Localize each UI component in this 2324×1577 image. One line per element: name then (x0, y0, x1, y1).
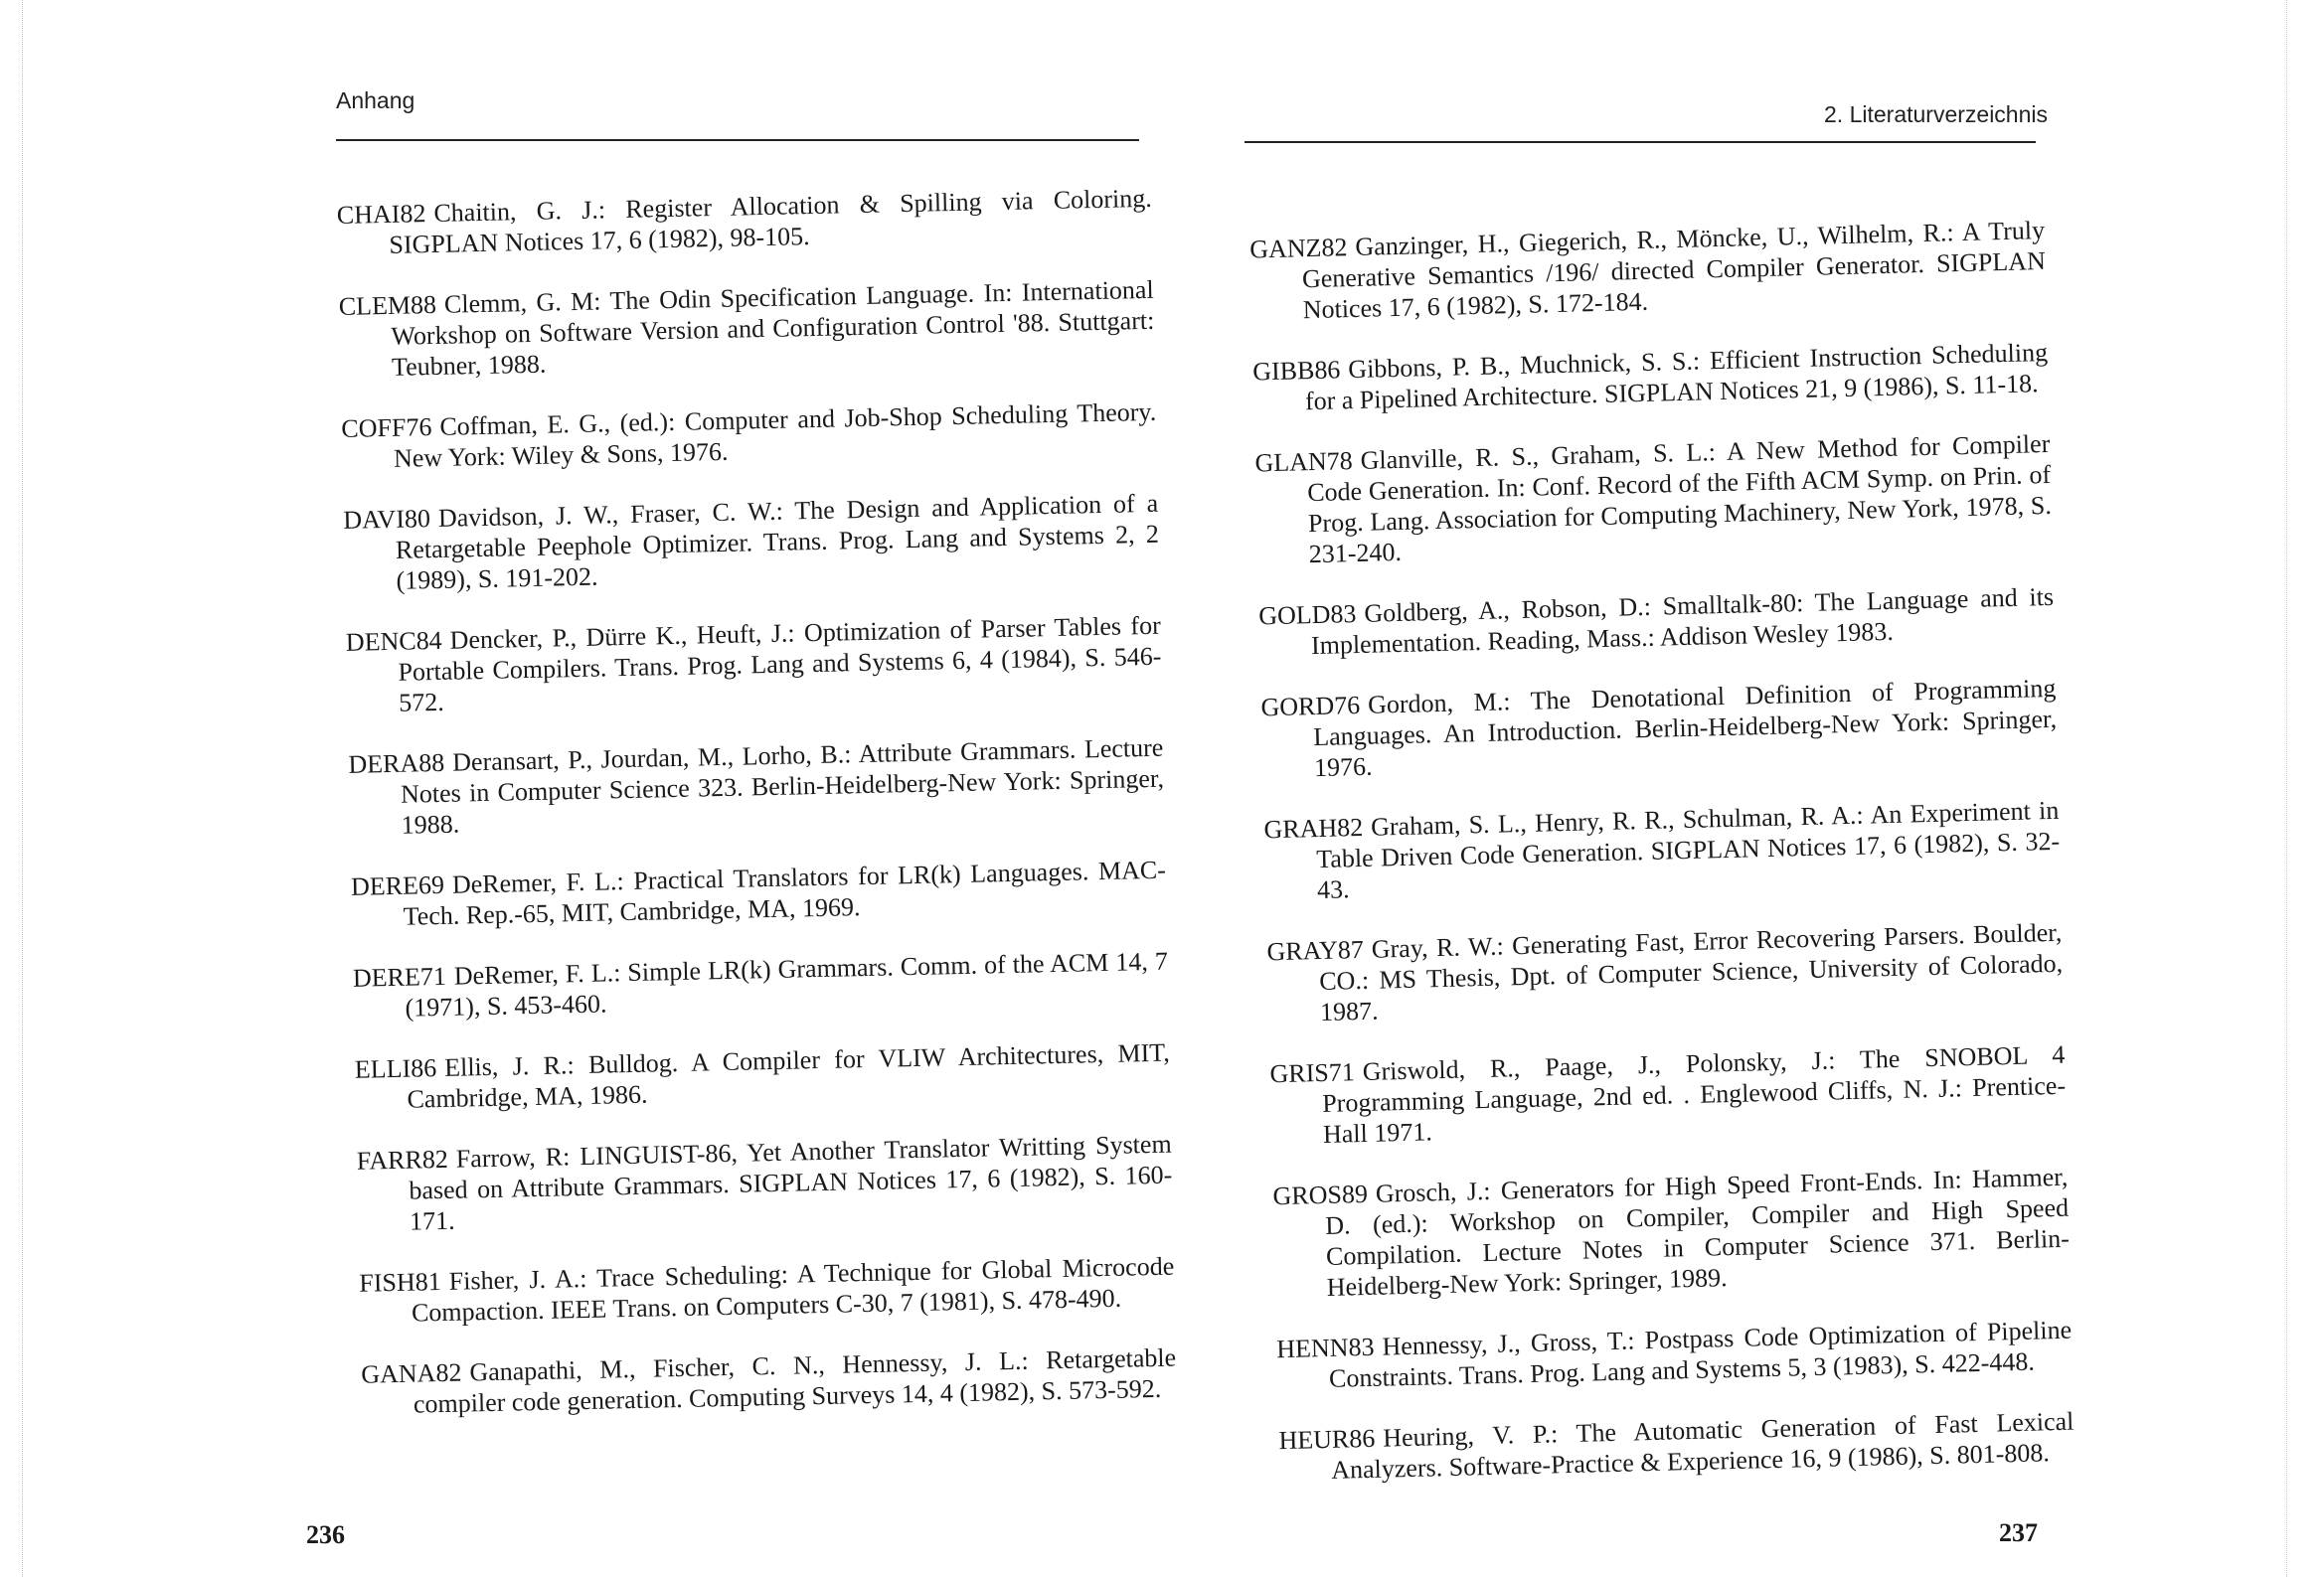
page-header: 2. Literaturverzeichnis (1824, 101, 2048, 127)
citation-text: Graham, S. L., Henry, R. R., Schulman, R. A.: An Experiment in Table Driven Code Generation. SIGPLAN Notices 17, 6 (1982), S. 32-43. (1315, 795, 2061, 905)
citation-key: FISH81 (359, 1267, 442, 1298)
bibliography-entry (1258, 581, 2055, 663)
bibliography-entry (1263, 795, 2061, 907)
citation-key: GANZ82 (1248, 233, 1348, 264)
bibliography-entry (351, 855, 1167, 933)
page-number: 236 (306, 1520, 345, 1549)
citation-key: GIBB86 (1251, 355, 1341, 387)
bibliography-entry (348, 732, 1165, 842)
page-number: 237 (1999, 1518, 2038, 1547)
citation-key: HEUR86 (1278, 1423, 1376, 1456)
citation-key: FARR82 (356, 1144, 449, 1176)
citation-text: Coffman, E. G., (ed.): Computer and Job-Shop Scheduling Theory. New York: Wiley & Sons, 1976. (393, 396, 1157, 473)
bibliography-column (336, 157, 1178, 1451)
bibliography-entry (1269, 1039, 2067, 1152)
bibliography-entry (1254, 428, 2053, 571)
bibliography-entry (1260, 673, 2058, 785)
citation-text: DeRemer, F. L.: Practical Translators for LR(k) Languages. MAC-Tech. Rep.-65, MIT, Cambridge, MA, 1969. (403, 855, 1167, 931)
bibliography-entry (343, 488, 1160, 597)
citation-text: Gibbons, P. B., Muchnick, S. S.: Efficient Instruction Scheduling for a Pipelined Architecture. SIGPLAN Notices 21, 9 (1986), S. 11-18. (1304, 337, 2049, 416)
citation-text: Glanville, R. S., Graham, S. L.: A New Method for Compiler Code Generation. In: Conf. Record of the Fifth ACM Symp. on Prin. of Prog. Lang. Association for Computing Machinery, New York, 1978, S. 231-240. (1306, 428, 2053, 569)
citation-text: Grosch, J.: Generators for High Speed Front-Ends. In: Hammer, D. (ed.): Workshop on Compiler, Compiler and High Speed Compilation. Lecture Notes in Computer Science 371. Berlin-Heidelberg-New York: Springer, 1989. (1324, 1162, 2071, 1302)
citation-key: DERE69 (350, 869, 445, 901)
header-rule (1245, 141, 2036, 143)
citation-text: Ellis, J. R.: Bulldog. A Compiler for VLIW Architectures, MIT, Cambridge, MA, 1986. (407, 1037, 1171, 1114)
page-header: Anhang (336, 87, 415, 113)
left-margin-mark (22, 0, 24, 1577)
citation-key: DERE71 (352, 961, 447, 993)
citation-text: Farrow, R: LINGUIST-86, Yet Another Translator Writting System based on Attribute Grammars. SIGPLAN Notices 17, 6 (1982), S. 160-171. (409, 1129, 1173, 1236)
right-margin-mark (2286, 0, 2288, 1577)
bibliography-entry (346, 610, 1163, 719)
bibliography-entry (1249, 215, 2047, 327)
bibliography-entry (356, 1129, 1173, 1238)
bibliography-entry (355, 1037, 1171, 1116)
citation-key: GRAH82 (1263, 812, 1364, 845)
citation-text: Clemm, G. M: The Odin Specification Language. In: International Workshop on Software Version and Configuration Control '88. Stuttgart: Teubner, 1988. (391, 274, 1155, 382)
citation-key: DERA88 (348, 747, 445, 779)
citation-key: GOLD83 (1257, 599, 1357, 631)
citation-text: Deransart, P., Jourdan, M., Lorho, B.: Attribute Grammars. Lecture Notes in Computer Science 323. Berlin-Heidelberg-New York: Springer, 1988. (400, 732, 1165, 840)
citation-key: CLEM88 (338, 289, 437, 321)
citation-text: Gray, R. W.: Generating Fast, Error Recovering Parsers. Boulder, CO.: MS Thesis, Dpt. of Computer Science, University of Colorado, 1987. (1318, 917, 2064, 1027)
citation-text: DeRemer, F. L.: Simple LR(k) Grammars. Comm. of the ACM 14, 7 (1971), S. 453-460. (405, 946, 1169, 1023)
citation-key: DAVI80 (342, 504, 431, 535)
citation-text: Dencker, P., Dürre K., Heuft, J.: Optimization of Parser Tables for Portable Compilers. Trans. Prog. Lang and Systems 6, 4 (1984), S. 546-572. (398, 610, 1162, 717)
citation-key: ELLI86 (354, 1053, 437, 1084)
citation-text: Chaitin, G. J.: Register Allocation & Spilling via Coloring. SIGPLAN Notices 17, 6 (1982), 98-105. (389, 183, 1152, 259)
citation-text: Hennessy, J., Gross, T.: Postpass Code Optimization of Pipeline Constraints. Trans. Prog. Lang and Systems 5, 3 (1983), S. 422-448. (1328, 1315, 2073, 1393)
citation-key: GANA82 (361, 1357, 462, 1389)
bibliography-entry (338, 274, 1155, 384)
header-rule (336, 139, 1139, 141)
citation-text: Goldberg, A., Robson, D.: Smalltalk-80: The Language and its Implementation. Reading, Mass.: Addison Wesley 1983. (1310, 581, 2055, 661)
bibliography-entry (359, 1251, 1175, 1330)
citation-text: Ganzinger, H., Giegerich, R., Möncke, U., Wilhelm, R.: A Truly Generative Semantics /196/ directed Compiler Generator. SIGPLAN Notices 17, 6 (1982), S. 172-184. (1301, 215, 2047, 325)
citation-key: DENC84 (345, 625, 442, 657)
citation-key: GRAY87 (1266, 934, 1365, 967)
bibliography-entry (1272, 1162, 2071, 1305)
citation-key: COFF76 (341, 412, 432, 443)
citation-text: Griswold, R., Paage, J., Polonsky, J.: The SNOBOL 4 Programming Language, 2nd ed. . Englewood Cliffs, N. J.: Prentice-Hall 1971. (1321, 1039, 2067, 1149)
bibliography-entry (361, 1342, 1177, 1421)
citation-key: CHAI82 (336, 199, 426, 230)
citation-text: Heuring, V. P.: The Automatic Generation of Fast Lexical Analyzers. Software-Practice & Experience 16, 9 (1986), S. 801-808. (1330, 1406, 2075, 1485)
citation-text: Gordon, M.: The Denotational Definition of Programming Languages. An Introduction. Berlin-Heidelberg-New York: Springer, 1976. (1312, 673, 2058, 783)
bibliography-entry (341, 396, 1157, 475)
bibliography-entry (337, 183, 1153, 261)
citation-text: Ganapathi, M., Fischer, C. N., Hennessy, J. L.: Retargetable compiler code generation. Computing Surveys 14, 4 (1982), S. 573-592. (413, 1342, 1177, 1419)
bibliography-entry (353, 946, 1169, 1025)
bibliography-entry (1278, 1406, 2075, 1488)
citation-key: GORD76 (1260, 690, 1361, 722)
citation-key: GRIS71 (1269, 1057, 1356, 1089)
bibliography-entry (1276, 1315, 2073, 1396)
citation-key: GLAN78 (1254, 446, 1354, 478)
citation-key: HENN83 (1275, 1332, 1375, 1364)
left-page (298, 0, 1177, 1577)
bibliography-entry (1266, 917, 2064, 1029)
bibliography-entry (1252, 337, 2049, 418)
right-page (1233, 0, 2075, 1577)
citation-key: GROS89 (1272, 1179, 1369, 1211)
citation-text: Fisher, J. A.: Trace Scheduling: A Technique for Global Microcode Compaction. IEEE Trans. on Computers C-30, 7 (1981), S. 478-490. (411, 1251, 1175, 1328)
bibliography-column (1248, 189, 2075, 1516)
citation-text: Davidson, J. W., Fraser, C. W.: The Design and Application of a Retargetable Peephole Optimizer. Trans. Prog. Lang and Systems 2, 2 (1989), S. 191-202. (395, 488, 1160, 595)
